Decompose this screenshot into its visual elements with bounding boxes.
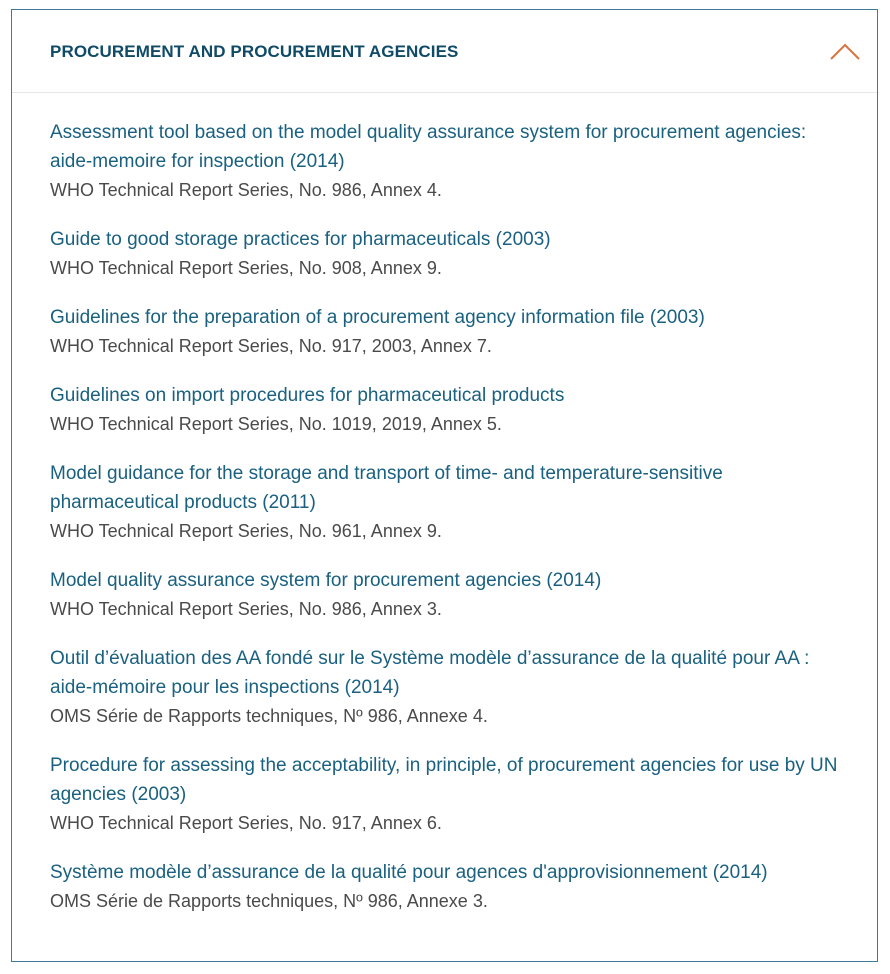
list-item [50,459,850,546]
entry-link[interactable]: Outil d’évaluation des AA fondé sur le Système modèle d’assurance de la qualité pour AA : aide-mémoire pour les inspections (2014) [50,648,810,698]
entry-link[interactable]: Guide to good storage practices for pharmaceuticals (2003) [50,229,551,250]
list-item [50,858,850,916]
entry-link[interactable]: Procedure for assessing the acceptability, in principle, of procurement agencies for use by UN agencies (2003) [50,755,838,805]
entry-list [50,118,850,936]
list-item [50,381,850,439]
entry-link[interactable]: Guidelines for the preparation of a procurement agency information file (2003) [50,307,705,328]
section-title: PROCUREMENT AND PROCUREMENT AGENCIES [50,42,459,61]
entry-reference: WHO Technical Report Series, No. 986, Annex 4. [50,180,442,200]
list-item [50,303,850,361]
accordion-header[interactable] [12,10,877,93]
entry-link[interactable]: Guidelines on import procedures for pharmaceutical products [50,385,565,406]
list-item [50,644,850,731]
accordion-panel [11,9,878,962]
entry-reference: WHO Technical Report Series, No. 917, Annex 6. [50,813,442,833]
entry-reference: WHO Technical Report Series, No. 917, 2003, Annex 7. [50,336,492,356]
entry-link[interactable]: Model quality assurance system for procurement agencies (2014) [50,570,602,591]
entry-reference: WHO Technical Report Series, No. 961, Annex 9. [50,521,442,541]
entry-reference: OMS Série de Rapports techniques, Nº 986, Annexe 4. [50,706,488,726]
entry-reference: WHO Technical Report Series, No. 986, Annex 3. [50,599,442,619]
list-item [50,118,850,205]
entry-reference: WHO Technical Report Series, No. 1019, 2019, Annex 5. [50,414,502,434]
entry-reference: WHO Technical Report Series, No. 908, Annex 9. [50,258,442,278]
list-item [50,566,850,624]
list-item [50,751,850,838]
entry-link[interactable]: Système modèle d’assurance de la qualité pour agences d'approvisionnement (2014) [50,862,768,883]
entry-reference: OMS Série de Rapports techniques, Nº 986, Annexe 3. [50,891,488,911]
chevron-up-icon[interactable] [828,40,862,62]
list-item [50,225,850,283]
entry-link[interactable]: Model guidance for the storage and transport of time- and temperature-sensitive pharmaceutical products (2011) [50,463,723,513]
entry-link[interactable]: Assessment tool based on the model quality assurance system for procurement agencies: aide-memoire for inspection (2014) [50,122,807,172]
